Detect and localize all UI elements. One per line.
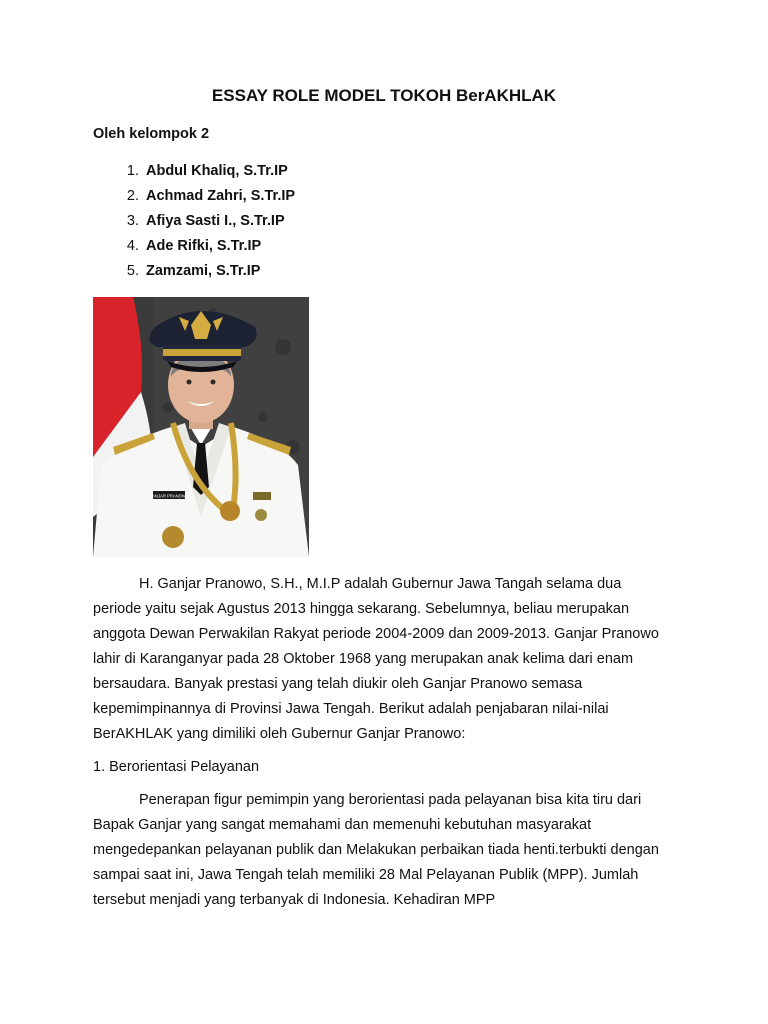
list-item [93,237,295,262]
list-number: 4. [126,238,139,254]
list-item [93,162,295,187]
member-name: Abdul Khaliq, S.Tr.IP [146,163,288,179]
section-paragraph: Penerapan figur pemimpin yang berorientasi pada pelayanan bisa kita tiru dari Bapak Ganjar yang sangat memahami dan memenuhi kebutuhan masyarakat mengedepankan pelayanan publik dan Melakukan perbaikan tiada henti.terbukti dengan sampai saat ini, Jawa Tengah telah memiliki 28 Mal Pelayanan Publik (MPP). Jumlah tersebut menjadi yang terbanyak di Indonesia. Kehadiran MPP [93,792,659,908]
list-number: 3. [126,213,139,229]
list-number: 5. [126,263,139,279]
list-item [93,262,295,287]
list-number: 1. [126,163,139,179]
member-name: Ade Rifki, S.Tr.IP [146,238,262,254]
list-item [93,187,295,212]
uniform-name-tag: GANJAR PRANOWO [148,493,190,499]
document-title: ESSAY ROLE MODEL TOKOH BerAKHLAK [211,86,557,105]
member-name: Achmad Zahri, S.Tr.IP [146,188,296,204]
intro-paragraph: H. Ganjar Pranowo, S.H., M.I.P adalah Gubernur Jawa Tangah selama dua periode yaitu sejak Agustus 2013 hingga sekarang. Sebelumnya, beliau merupakan anggota Dewan Perwakilan Rakyat periode 2004-2009 dan 2009-2013. Ganjar Pranowo lahir di Karanganyar pada 28 Oktober 1968 yang merupakan anak kelima dari enam bersaudara. Banyak prestasi yang telah diukir oleh Ganjar Pranowo semasa kepemimpinannya di Provinsi Jawa Tengah. Berikut adalah penjabaran nilai-nilai BerAKHLAK yang dimiliki oleh Gubernur Ganjar Pranowo: [93,576,659,742]
essay-body [93,572,673,913]
member-list [93,162,295,287]
section-heading: 1. Berorientasi Pelayanan [93,759,260,775]
member-name: Afiya Sasti I., S.Tr.IP [146,213,285,229]
byline: Oleh kelompok 2 [93,126,210,142]
list-item [93,212,295,237]
governor-portrait-photo [93,297,309,557]
list-number: 2. [126,188,139,204]
member-name: Zamzami, S.Tr.IP [146,263,261,279]
